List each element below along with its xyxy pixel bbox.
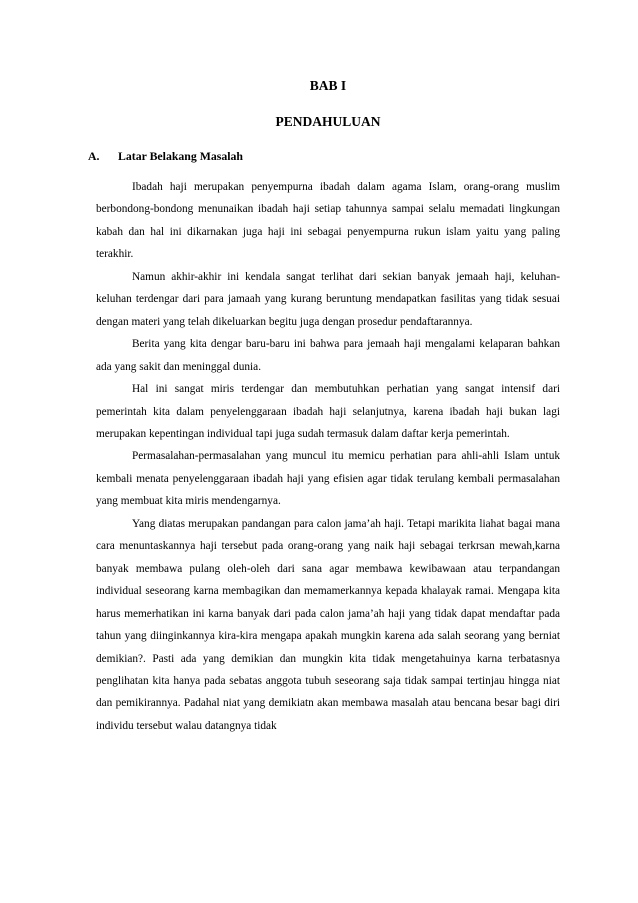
section-heading <box>88 149 243 164</box>
paragraph: Ibadah haji merupakan penyempurna ibadah dalam agama Islam, orang-orang muslim berbondong-bondong menunaikan ibadah haji setiap tahunnya sampai selalu memadati lingkungan kabah dan hal ini dikarnakan juga haji ini sebagai penyempurna rukun islam yaitu yang paling terakhir. <box>96 181 560 261</box>
section-title: Latar Belakang Masalah <box>118 149 243 163</box>
chapter-subtitle: PENDAHULUAN <box>275 114 381 129</box>
body-text <box>96 176 560 737</box>
paragraph: Namun akhir-akhir ini kendala sangat terlihat dari sekian banyak jemaah haji, keluhan-keluhan terdengar dari para jamaah yang kurang beruntung mendapatkan fasilitas yang tidak sesuai dengan materi yang telah dikeluarkan begitu juga dengan prosedur pendaftarannya. <box>96 270 560 328</box>
paragraph: Hal ini sangat miris terdengar dan membutuhkan perhatian yang sangat intensif dari pemerintah kita dalam penyelenggaraan ibadah haji selanjutnya, karena ibadah haji bukan lagi merupakan kepentingan individual tapi juga sudah termasuk dalam daftar kerja pemerintah. <box>96 383 560 440</box>
section-letter: A. <box>88 149 100 163</box>
paragraph: Berita yang kita dengar baru-baru ini bahwa para jemaah haji mengalami kelaparan bahkan ada yang sakit dan meninggal dunia. <box>96 338 560 373</box>
paragraph: Permasalahan-permasalahan yang muncul itu memicu perhatian para ahli-ahli Islam untuk kembali menata penyelenggaraan ibadah haji yang efisien agar tidak terulang kembali permasalahan yang membuat kita miris mendengarnya. <box>96 450 560 508</box>
paragraph: Yang diatas merupakan pandangan para calon jama’ah haji. Tetapi marikita liahat bagai mana cara menuntaskannya haji tersebut pada orang-orang yang naik haji sebagai terkrsan mewah,karna banyak membawa pulang oleh-oleh dari sana agar membawa kewibawaan atau terpandangan individual seseorang karna membagikan dan memamerkannya kepada khalayak ramai. Mengapa kita harus memerhatikan ini karna banyak dari pada calon jama’ah haji yang tidak dapat mendaftar pada tahun yang diinginkannya kira-kira mengapa apakah mungkin karena ada salah seorang yang berniat demikian?. Pasti ada yang demikian dan mungkin kita tidak mengetahuinya karna terbatasnya penglihatan kita hanya pada sebatas anggota tubuh seseorang saja tidak sampai tertinjau hingga niat dan pemikirannya. Padahal niat yang demikiatn akan membawa masalah atau bencana besar bagi diri individu tersebut walau datangnya tidak <box>96 517 560 732</box>
chapter-title: BAB I <box>309 78 347 93</box>
